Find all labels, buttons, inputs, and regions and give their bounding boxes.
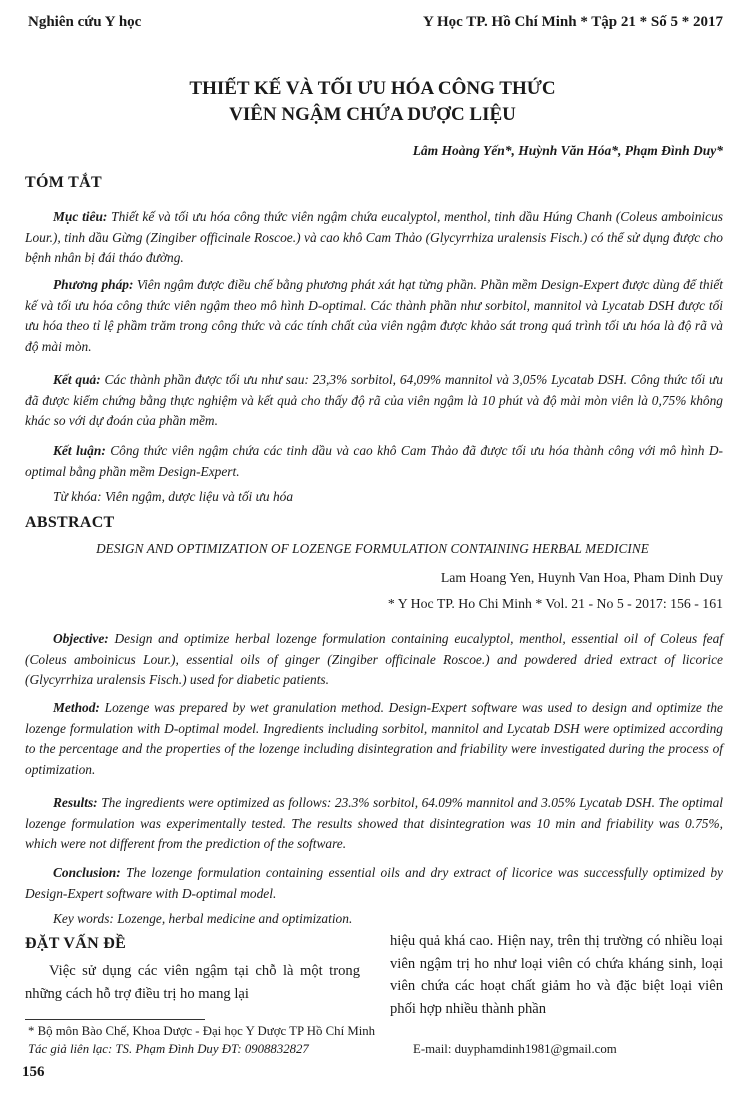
footnote-divider: [25, 1019, 205, 1020]
abstract-results-text: The ingredients were optimized as follows: 23.3% sorbitol, 64.09% mannitol and 3.05% Lycatab DSH. The optimal lozenge formulation was experimentally tested. The results showed that disintegration was 10 min and friability was 0.75%, which were not different from the prediction of the software.: [25, 795, 723, 851]
abstract-objective-text: Design and optimize herbal lozenge formulation containing eucalyptol, menthol, essential oil of Coleus feaf (Coleus amboinicus Lour.), essential oils of ginger (Zingiber officinale Roscoe.) and powdered dried extract of licorice (Glycyrrhiza uralensis Fisch.) used for diabetic patients.: [25, 631, 723, 687]
abstract-keywords: [25, 909, 723, 930]
abstract-method-label: Method:: [53, 700, 100, 715]
footnote-email: E-mail: duyphamdinh1981@gmail.com: [413, 1042, 617, 1056]
abstract-objective: [25, 629, 723, 691]
summary-objective-label: Mục tiêu:: [53, 209, 108, 224]
abstract-keywords-label: Key words:: [53, 911, 114, 926]
summary-results-text: Các thành phần được tối ưu như sau: 23,3% sorbitol, 64,09% mannitol và 3,05% Lycatab DSH. Công thức tối ưu đã được kiểm chứng bằng thực nghiệm và kết quả cho thấy độ rã của viên ngậm là 10 phút và độ mài mòn viên là 0,75% không khác so với dự đoán của phần mềm.: [25, 372, 723, 428]
abstract-heading: ABSTRACT: [25, 514, 115, 531]
page-number: 156: [22, 1064, 45, 1080]
summary-results: [25, 370, 723, 432]
title-line-1: THIẾT KẾ VÀ TỐI ƯU HÓA CÔNG THỨC: [189, 78, 556, 99]
authors-vietnamese: Lâm Hoàng Yến*, Huỳnh Văn Hóa*, Phạm Đình Duy*: [412, 143, 723, 158]
running-header-right: Y Học TP. Hồ Chí Minh * Tập 21 * Số 5 * 2017: [422, 14, 723, 30]
summary-objective: [25, 207, 723, 269]
summary-conclusion: [25, 441, 723, 482]
english-authors: Lam Hoang Yen, Huynh Van Hoa, Pham Dinh Duy: [440, 570, 723, 585]
abstract-results: [25, 793, 723, 855]
abstract-keywords-text: Lozenge, herbal medicine and optimization.: [117, 911, 353, 926]
abstract-conclusion: [25, 863, 723, 904]
introduction-right-column: hiệu quả khá cao. Hiện nay, trên thị trường có nhiều loại viên ngậm trị ho như loại viên có chứa kháng sinh, loại viên chứa các hoạt chất giảm ho và đặc biệt loại viên phối hợp nhiều thành phần: [390, 933, 723, 1017]
summary-method: [25, 275, 723, 357]
introduction-heading: ĐẶT VẤN ĐỀ: [25, 935, 127, 952]
abstract-results-label: Results:: [53, 795, 98, 810]
summary-keywords-text: Viên ngậm, dược liệu và tối ưu hóa: [104, 489, 294, 504]
abstract-objective-label: Objective:: [53, 631, 109, 646]
summary-method-text: Viên ngậm được điều chế bằng phương phát xát hạt từng phần. Phần mềm Design-Expert được dùng để thiết kế và tối ưu hóa công thức viên ngậm theo mô hình D-optimal. Các thành phần như sorbitol, mannitol và Lycatab DSH được tối ưu hóa theo tỉ lệ phầm trăm trong công thức và các tính chất của viên ngậm được khảo sát trong quá trình tối ưu hóa là độ rã và độ mài mòn.: [25, 277, 723, 354]
abstract-method-text: Lozenge was prepared by wet granulation method. Design-Expert software was used to design and optimize the lozenge formulation with D-optimal model. Ingredients including sorbitol, mannitol and Lycatab DSH were optimized according to the percentage and the properties of the lozenge including disintegration and friability were investigated during the process of optimization.: [25, 700, 723, 777]
footnote-contact-text: Tác giả liên lạc: TS. Phạm Đình Duy ĐT: 0908832827: [28, 1042, 309, 1056]
english-citation: * Y Hoc TP. Ho Chi Minh * Vol. 21 - No 5 - 2017: 156 - 161: [387, 596, 723, 611]
footnote-contact: [28, 1042, 617, 1057]
running-header-left: Nghiên cứu Y học: [28, 14, 142, 30]
title-line-2: VIÊN NGẬM CHỨA DƯỢC LIỆU: [229, 104, 516, 125]
summary-method-label: Phương pháp:: [53, 277, 134, 292]
summary-heading: TÓM TẮT: [25, 174, 102, 191]
summary-conclusion-text: Công thức viên ngậm chứa các tinh dầu và cao khô Cam Thảo đã được tối ưu hóa thành công với mô hình D-optimal bằng phần mềm Design-Expert.: [25, 443, 723, 479]
summary-objective-text: Thiết kế và tối ưu hóa công thức viên ngậm chứa eucalyptol, menthol, tinh dầu Húng Chanh (Coleus amboinicus Lour.), tinh dầu Gừng (Zingiber officinale Roscoe.) và cao khô Cam Thảo (Glycyrrhiza uralensis Fisch.) có thể sử dụng được cho bệnh nhân bị đái tháo đường.: [25, 209, 724, 265]
summary-keywords: [25, 487, 723, 508]
abstract-conclusion-text: The lozenge formulation containing essential oils and dry extract of licorice was successfully optimized by Design-Expert software with D-optimal model.: [25, 865, 723, 901]
footnote-affiliation: * Bộ môn Bào Chế, Khoa Dược - Đại học Y Dược TP Hồ Chí Minh: [28, 1024, 376, 1038]
english-title: DESIGN AND OPTIMIZATION OF LOZENGE FORMULATION CONTAINING HERBAL MEDICINE: [96, 541, 649, 556]
abstract-method: [25, 698, 723, 780]
introduction-left-column: Việc sử dụng các viên ngậm tại chỗ là một trong những cách hỗ trợ điều trị ho mang lại: [25, 963, 360, 1002]
summary-results-label: Kết quả:: [53, 372, 101, 387]
summary-keywords-label: Từ khóa:: [53, 489, 102, 504]
summary-conclusion-label: Kết luận:: [53, 443, 106, 458]
abstract-conclusion-label: Conclusion:: [53, 865, 121, 880]
